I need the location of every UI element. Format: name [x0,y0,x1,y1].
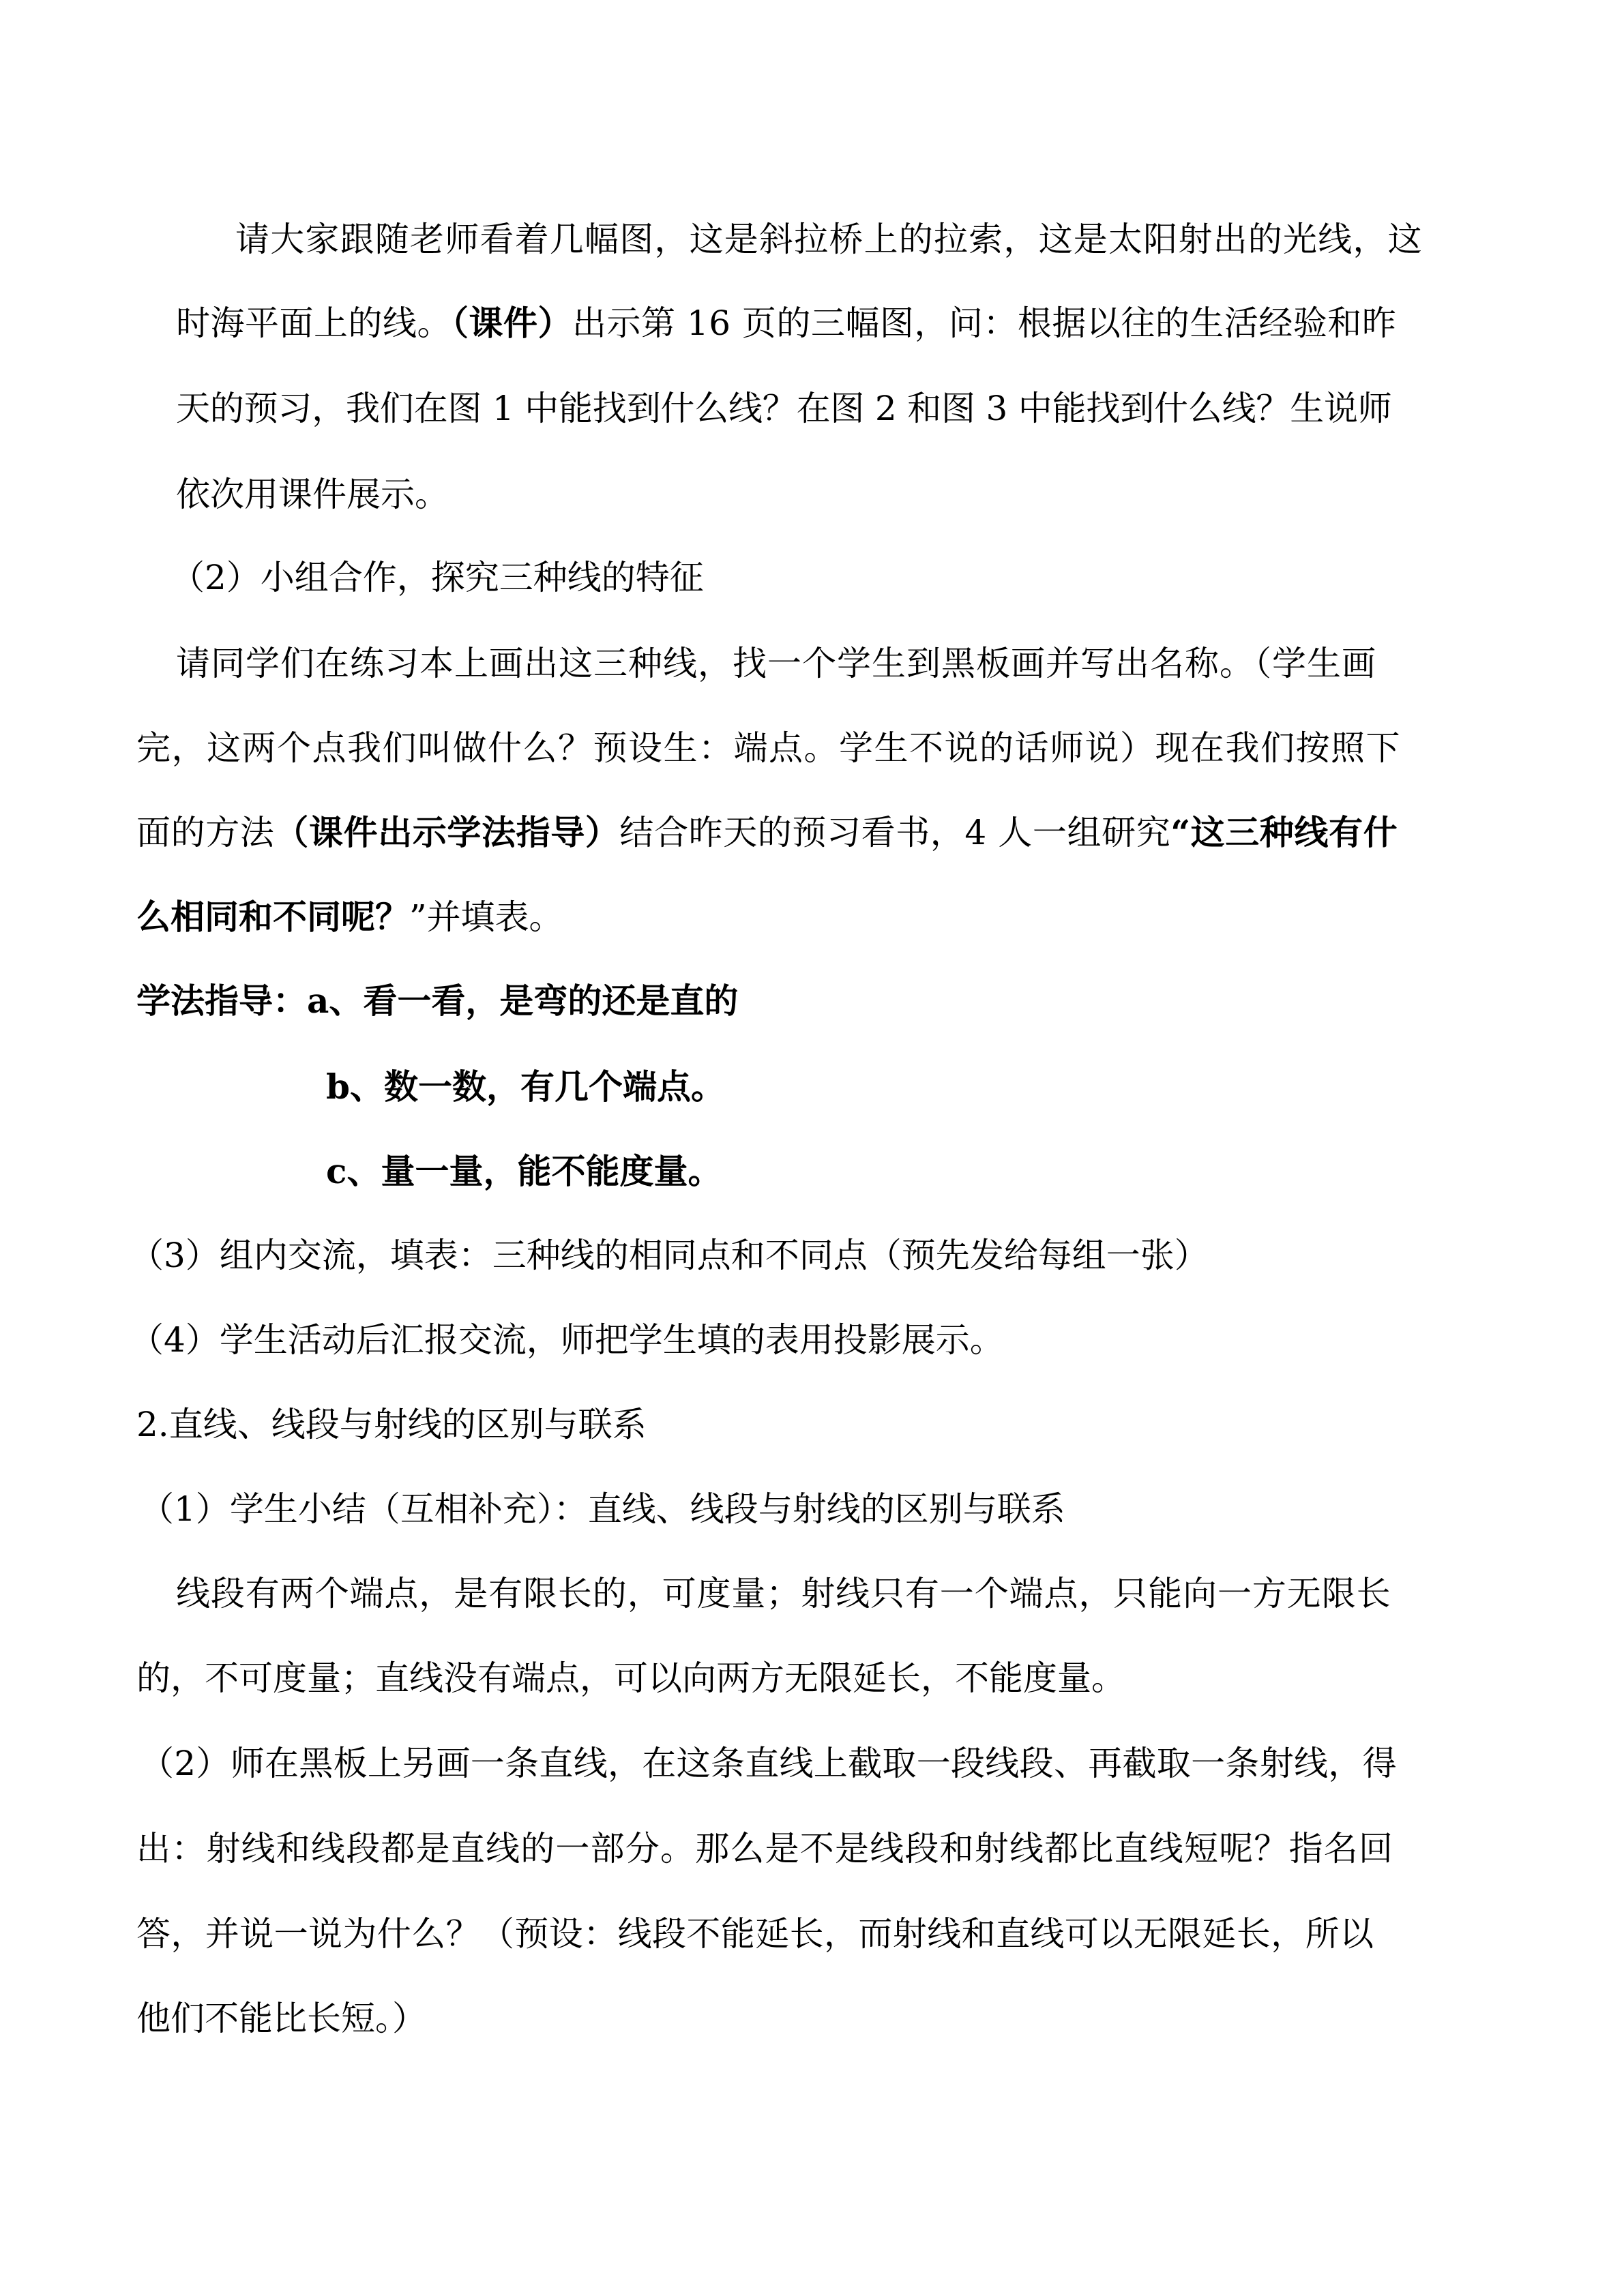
paragraph-2-line-3: 面的方法（课件出示学法指导）结合昨天的预习看书，4 人一组研究“这三种线有什 [136,812,1398,852]
study-guide-item-a: a、看一看，是弯的还是直的 [307,981,739,1021]
study-guide-item-b: b、数一数，有几个端点。 [326,1067,725,1107]
paragraph-3-line-4: 他们不能比长短。） [136,1999,426,2038]
courseware-bold: （课件） [452,303,572,343]
paragraph-3-line-1: （2）师在黑板上另画一条直线，在这条直线上截取一段线段、再截取一条射线，得 [140,1744,1397,1783]
question-bold: 么相同和不同呢？ [136,897,409,937]
paragraph-2-line-1: 请同学们在练习本上画出这三种线，找一个学生到黑板画并写出名称。（学生画 [176,644,1376,683]
step-4: （4）学生活动后汇报交流，师把学生填的表用投影展示。 [130,1320,1004,1360]
text: 时海平面上的线。 [176,303,452,343]
study-guide-item-c: c、量一量，能不能度量。 [326,1151,722,1191]
study-guide-label: 学法指导： [136,981,307,1021]
paragraph-3-line-3: 答，并说一说为什么？（预设：线段不能延长，而射线和直线可以无限延长，所以 [136,1914,1374,1954]
text: 出示第 16 页的三幅图，问：根据以往的生活经验和昨 [572,303,1397,343]
paragraph-1-line-4: 依次用课件展示。 [176,475,449,514]
paragraph-1-line-3: 天的预习，我们在图 1 中能找到什么线？在图 2 和图 3 中能找到什么线？生说师 [176,389,1392,428]
paragraph-3-line-2: 出：射线和线段都是直线的一部分。那么是不是线段和射线都比直线短呢？指名回 [136,1829,1394,1868]
step-2-heading: （2）小组合作，探究三种线的特征 [171,558,704,597]
paragraph-1-line-2 [176,302,1396,344]
summary-text-line-2: 的，不可度量；直线没有端点，可以向两方无限延长，不能度量。 [136,1658,1125,1698]
paragraph-1-line-1: 请大家跟随老师看着几幅图，这是斜拉桥上的拉索，这是太阳射出的光线，这 [235,220,1423,259]
study-guide-line-a [136,980,738,1022]
section-2-heading: 2.直线、线段与射线的区别与联系 [136,1405,647,1444]
paragraph-2-line-2: 完，这两个点我们叫做什么？预设生：端点。学生不说的话师说）现在我们按照下 [136,728,1401,768]
summary-text-line-1: 线段有两个端点，是有限长的，可度量；射线只有一个端点，只能向一方无限长 [176,1574,1391,1613]
paragraph-2-line-4: 么相同和不同呢？”并填表。 [136,897,563,937]
courseware-guide-bold: （课件出示学法指导） [274,812,620,852]
summary-heading: （1）学生小结（互相补充）：直线、线段与射线的区别与联系 [140,1489,1065,1529]
question-bold: “这三种线有什 [1170,812,1398,852]
step-3: （3）组内交流，填表：三种线的相同点和不同点（预先发给每组一张） [130,1236,1209,1275]
